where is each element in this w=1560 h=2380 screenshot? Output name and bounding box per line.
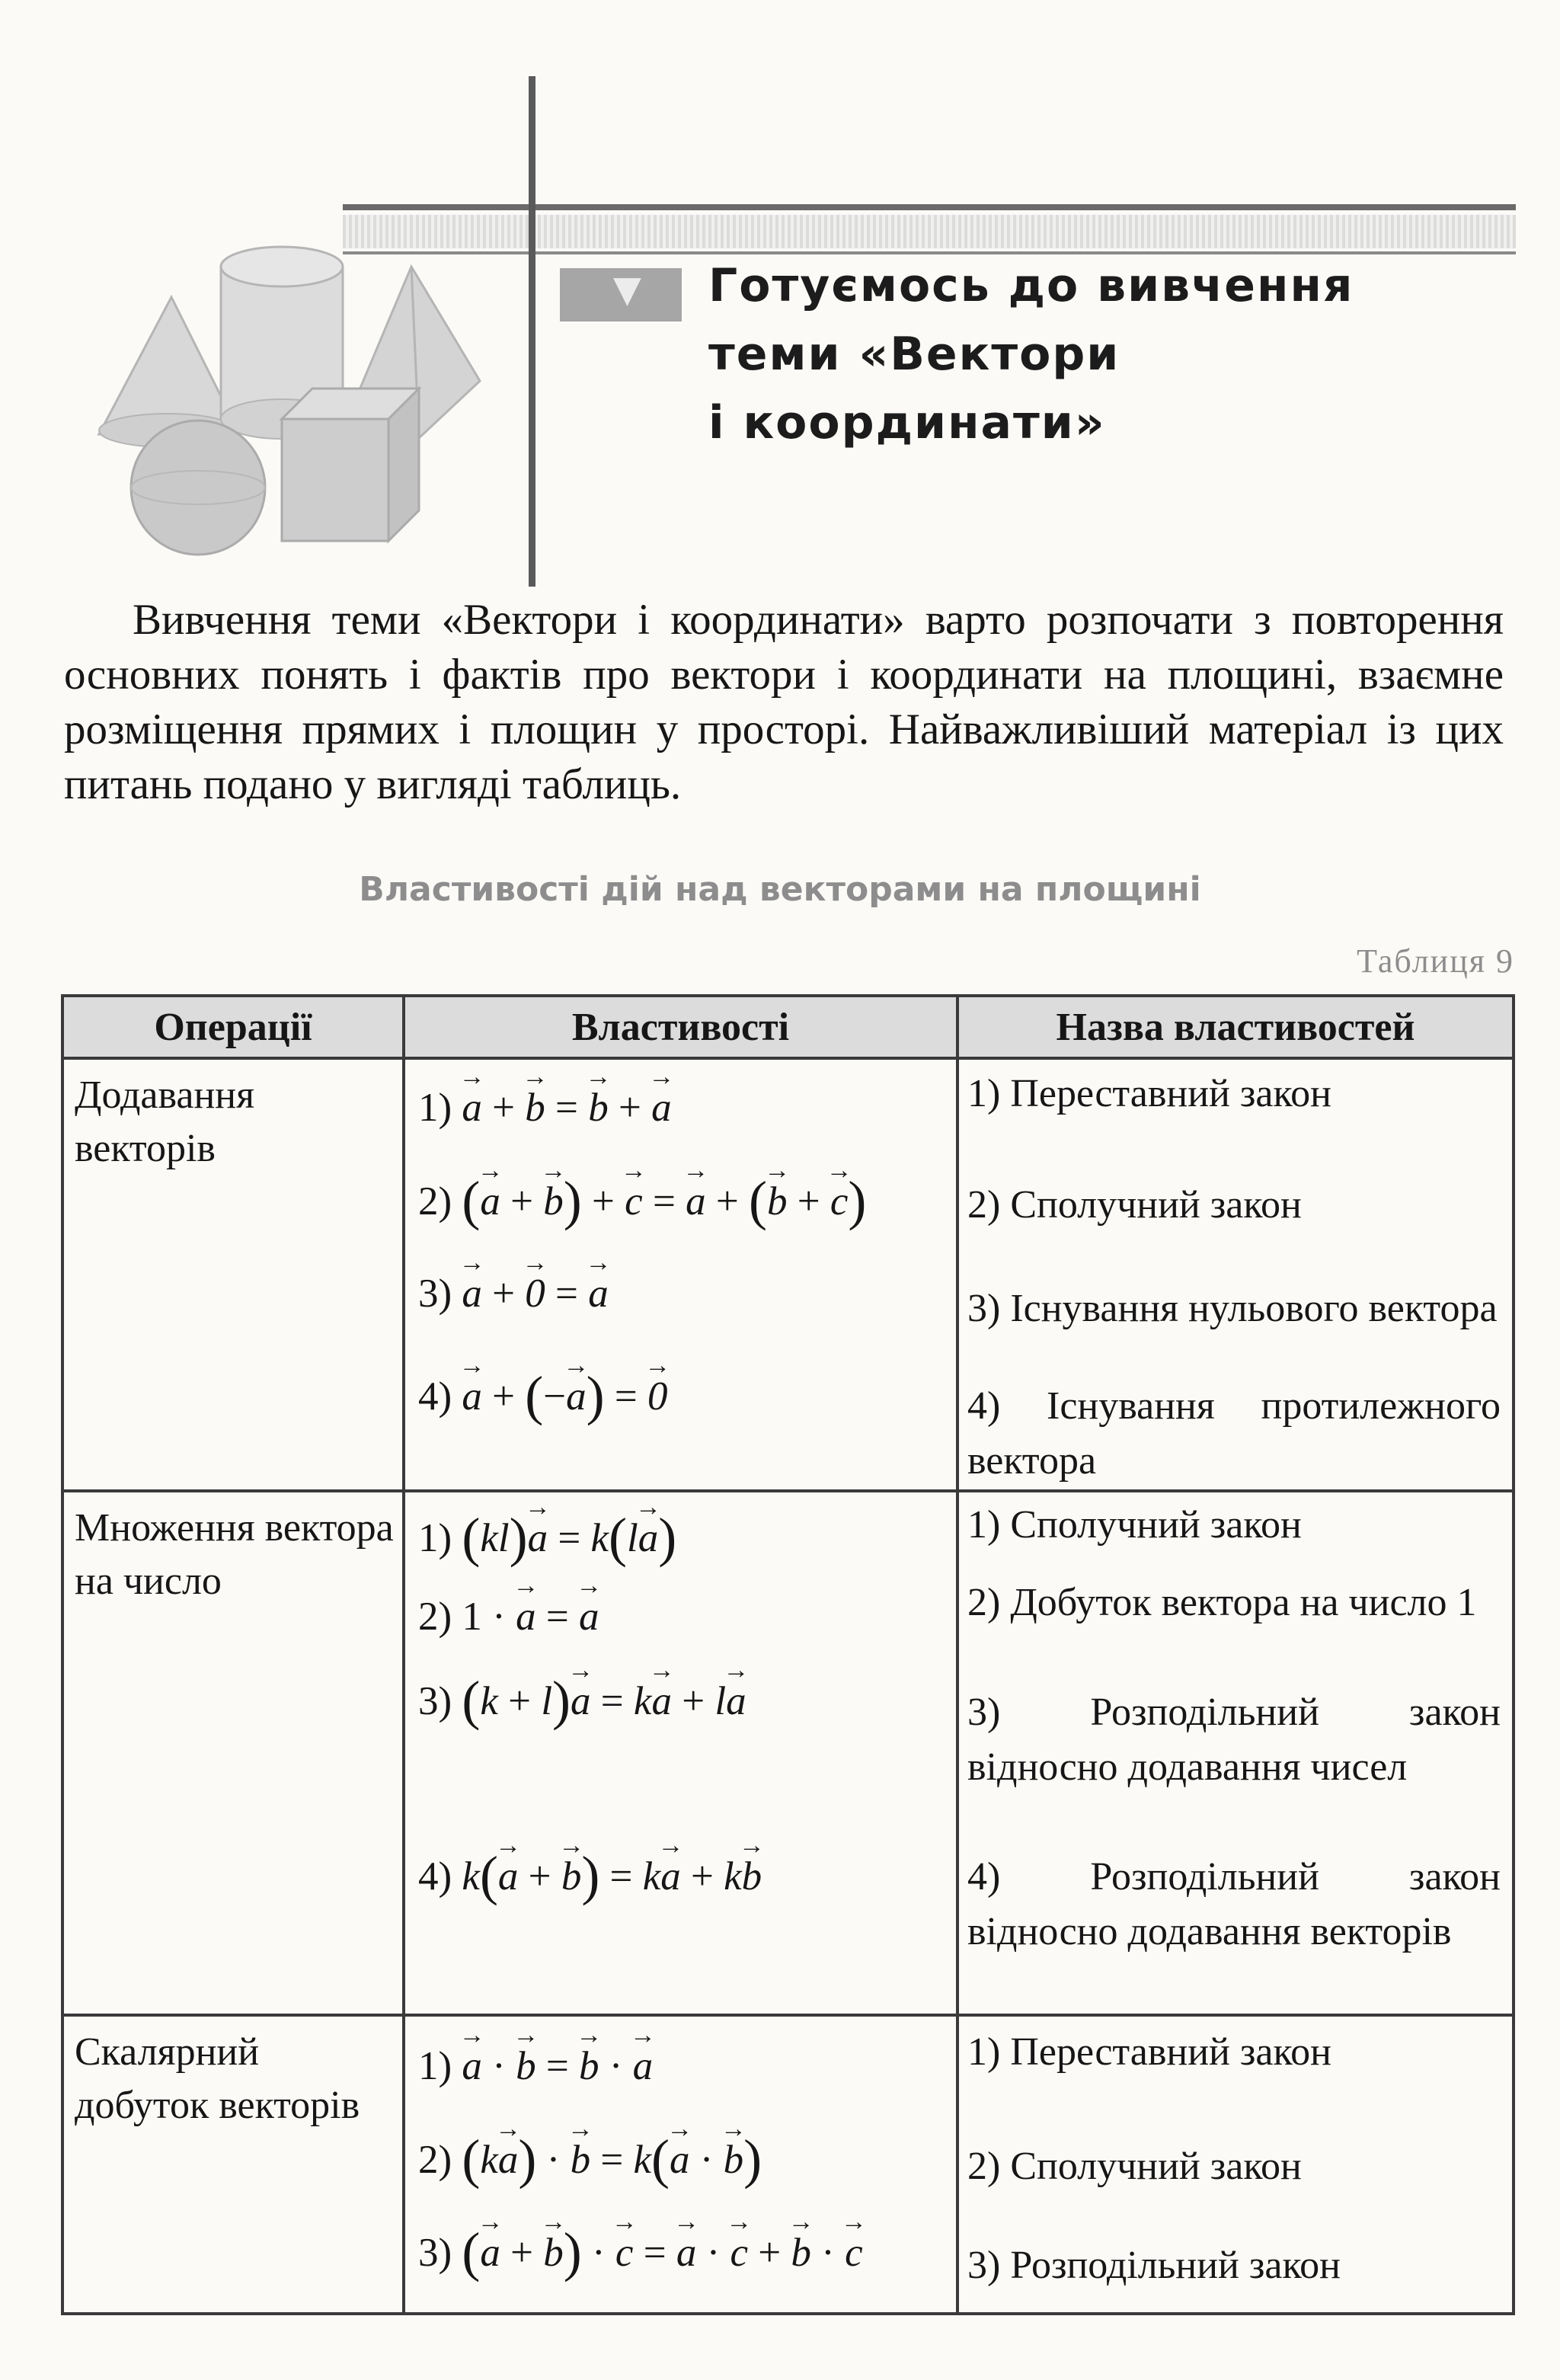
property-name: 1) Сполучний закон — [967, 1503, 1302, 1547]
table-number: Таблиця 9 — [1357, 942, 1514, 980]
formula: 3) → a + → 0 = → a — [406, 1271, 955, 1316]
operation-cell: Скалярний добуток векторів — [62, 2015, 404, 2314]
section-header — [0, 0, 1560, 594]
table-header-row — [62, 996, 1514, 1058]
section-title — [708, 251, 1531, 457]
properties-cell — [404, 2015, 957, 2314]
properties-cell — [404, 1491, 957, 2015]
names-cell — [957, 1058, 1514, 1491]
names-cell — [957, 2015, 1514, 2314]
property-name: 2) Сполучний закон — [967, 1183, 1302, 1227]
section-title-line: і координати» — [708, 396, 1106, 449]
header-vertical-rule — [529, 76, 535, 587]
formula: 3) (k + l)→ a = k→ a + l→ a — [406, 1673, 955, 1728]
properties-table — [61, 994, 1515, 2315]
formula: 4) → a + (−→ a) = → 0 — [406, 1368, 955, 1423]
formula: 3) (→ a + → b) · → c = → a · → c + → b · → c — [406, 2225, 955, 2279]
property-name: 4) Розподільний закон відносно додавання векторів — [967, 1855, 1501, 1953]
property-name: 1) Переставний закон — [967, 1072, 1331, 1115]
intro-text — [64, 593, 1504, 812]
property-name: 2) Сполучний закон — [967, 2145, 1302, 2188]
operation-cell: Додавання векторів — [62, 1058, 404, 1491]
formula: 2) 1 · → a = → a — [406, 1594, 955, 1639]
table-row — [62, 1058, 1514, 1491]
property-name: 3) Розподільний закон — [967, 2244, 1341, 2287]
table-row — [62, 2015, 1514, 2314]
formula: 1) → a · → b = → b · → a — [406, 2043, 955, 2089]
header-dotted-band — [343, 215, 1516, 248]
sphere-shape — [131, 421, 265, 555]
column-header: Назва властивостей — [957, 996, 1514, 1058]
property-name: 3) Існування нульового вектора — [967, 1287, 1498, 1330]
table-heading: Властивості дій над векторами на площині — [359, 870, 1201, 909]
property-name: 2) Добуток вектора на число 1 — [967, 1581, 1477, 1624]
property-name: 4) Існування протилежного вектора — [967, 1384, 1501, 1483]
table-row — [62, 1491, 1514, 2015]
column-header: Операції — [62, 996, 404, 1058]
section-title-line: теми «Вектори — [708, 328, 1120, 381]
property-name: 3) Розподільний закон відносно додавання чисел — [967, 1691, 1501, 1789]
intro-paragraph: Вивчення теми «Вектори і координати» варто розпочати з повторення основних понять і фактів про вектори і координати на площині, взаємне розміщення прямих і площин у просторі. Найважливіший матеріал із цих питань подано у вигляді таблиць. — [64, 596, 1504, 808]
geometric-solids-illustration — [84, 236, 510, 556]
header-rule — [343, 204, 1516, 210]
section-title-line: Готуємось до вивчення — [708, 259, 1354, 312]
property-name: 1) Переставний закон — [967, 2030, 1331, 2074]
properties-cell — [404, 1058, 957, 1491]
names-cell — [957, 1491, 1514, 2015]
formula: 4) k(→ a + → b) = k→ a + k→ b — [406, 1848, 955, 1903]
formula: 2) (k→ a) · → b = k(→ a · → b) — [406, 2132, 955, 2186]
operation-cell: Множення вектора на число — [62, 1491, 404, 2015]
formula: 1) → a + → b = → b + → a — [406, 1085, 955, 1131]
section-marker-icon: ▼ — [613, 268, 641, 311]
formula: 2) (→ a + → b) + → c = → a + (→ b + → c) — [406, 1173, 955, 1228]
formula: 1) (kl)→ a = k(l→ a) — [406, 1510, 955, 1565]
column-header: Властивості — [404, 996, 957, 1058]
cube-shape — [282, 389, 419, 541]
